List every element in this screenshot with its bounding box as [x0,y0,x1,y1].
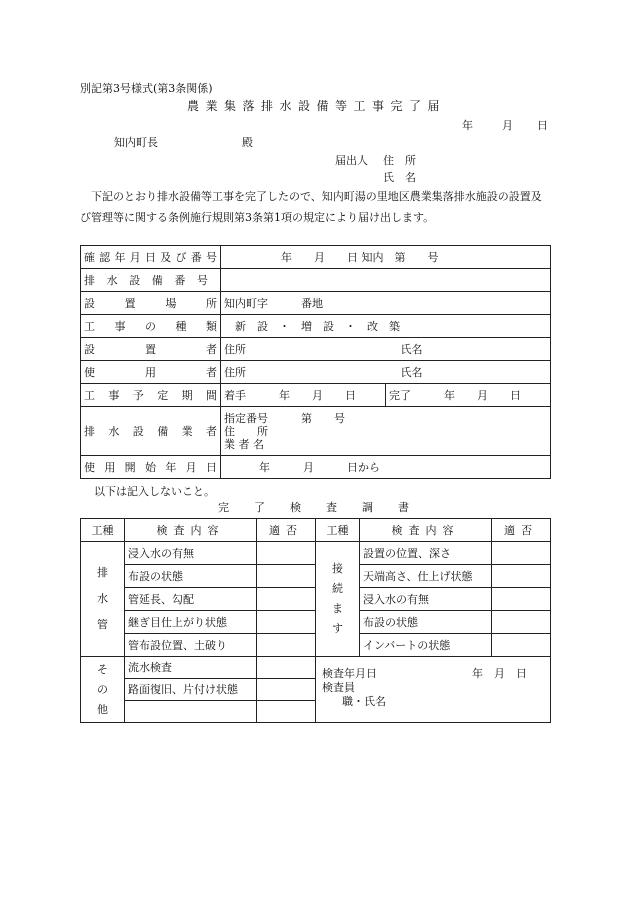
work-start-date[interactable]: 着手 年 月 日 [221,384,386,407]
group-drain-pipe-label: 排水管 [81,542,125,657]
inspection-title: 完了検査調書 [218,501,434,514]
location-value[interactable]: 知内町字 番地 [221,292,551,315]
result-cell[interactable] [492,588,551,611]
inspection-table [80,518,551,723]
applicant-address-label: 住 所 [383,154,416,167]
contractor-label: 排水設備業者 [81,407,221,456]
date-year-label: 年 [462,119,473,132]
result-cell[interactable] [257,565,316,588]
no-entry-note: 以下は記入しないこと。 [94,485,215,498]
result-cell[interactable] [257,611,316,634]
inspection-signoff[interactable] [316,657,551,723]
list-item: 流水検査 [125,657,257,679]
document-title: 農業集落排水設備等工事完了届 [187,99,447,113]
inspector-title-name-label: 職・氏名 [342,695,386,708]
form-reference: 別記第3号様式(第3条関係) [80,82,213,95]
col-header-type-1: 工種 [81,519,125,542]
inspection-date-value: 年 月 日 [472,667,527,680]
work-end-date[interactable]: 完了 年 月 日 [386,384,551,407]
work-type-label: 工事の種類 [81,315,221,338]
installer-label: 設置者 [81,338,221,361]
col-header-result-1: 適否 [257,519,316,542]
result-cell[interactable] [257,657,316,679]
group-other-label: その他 [81,657,125,723]
result-cell[interactable] [257,542,316,565]
contractor-details[interactable] [221,407,551,456]
list-item: インバートの状態 [360,634,492,657]
result-cell[interactable] [492,565,551,588]
result-cell[interactable] [492,611,551,634]
user-label: 使用者 [81,361,221,384]
list-item: 路面復旧、片付け状態 [125,679,257,701]
result-cell[interactable] [492,542,551,565]
notice-paragraph: 下記のとおり排水設備等工事を完了したので、知内町湯の里地区農業集落排水施設の設置及び管理等に関する条例施行規則第3条第1項の規定により届け出します。 [80,190,542,224]
list-item: 継ぎ目仕上がり状態 [125,611,257,634]
confirm-date-number-label: 確認年月日及び番号 [81,246,221,269]
result-cell[interactable] [257,588,316,611]
honorific: 殿 [242,136,253,149]
list-item: 管布設位置、土破り [125,634,257,657]
list-item: 天端高さ、仕上げ状態 [360,565,492,588]
work-period-label: 工事予定期間 [81,384,221,407]
result-cell[interactable] [492,634,551,657]
drainage-number-label: 排水設備番号 [81,269,221,292]
applicant-name-label: 氏 名 [383,171,416,184]
drainage-number-value[interactable] [221,269,551,292]
col-header-type-2: 工種 [316,519,360,542]
list-item: 浸入水の有無 [125,542,257,565]
confirm-date-number-value[interactable]: 年 月 日 知内 第 号 [221,246,551,269]
col-header-item-1: 検査内容 [125,519,257,542]
result-cell[interactable] [257,679,316,701]
contractor-address-label: 住 所 [224,424,268,438]
user-name[interactable]: 氏名 [386,361,551,384]
result-cell[interactable] [257,701,316,723]
result-cell[interactable] [257,634,316,657]
installer-name[interactable]: 氏名 [386,338,551,361]
list-item: 布設の状態 [125,565,257,588]
contractor-designation-number: 指定番号 第 号 [224,411,345,425]
installer-address[interactable]: 住所 [221,338,386,361]
list-item: 浸入水の有無 [360,588,492,611]
applicant-label: 届出人 [335,154,368,167]
list-item [125,701,257,723]
user-address[interactable]: 住所 [221,361,386,384]
inspection-date-label: 検査年月日 [322,667,377,680]
date-month-label: 月 [502,119,513,132]
list-item: 設置の位置、深さ [360,542,492,565]
usage-start-label: 使用開始年月日 [81,456,221,479]
group-manhole-label: 接続ます [316,542,360,657]
usage-start-value[interactable]: 年 月 日から [221,456,551,479]
date-day-label: 日 [537,119,548,132]
col-header-item-2: 検査内容 [360,519,492,542]
col-header-result-2: 適否 [492,519,551,542]
addressee: 知内町長 [114,136,158,149]
list-item: 管延長、勾配 [125,588,257,611]
application-form-table [80,245,551,479]
location-label: 設置場所 [81,292,221,315]
work-type-options[interactable]: 新 設 ・ 増 設 ・ 改 築 [221,315,551,338]
list-item: 布設の状態 [360,611,492,634]
inspector-label: 検査員 [322,681,355,694]
contractor-name-label: 業 者 名 [224,437,264,451]
